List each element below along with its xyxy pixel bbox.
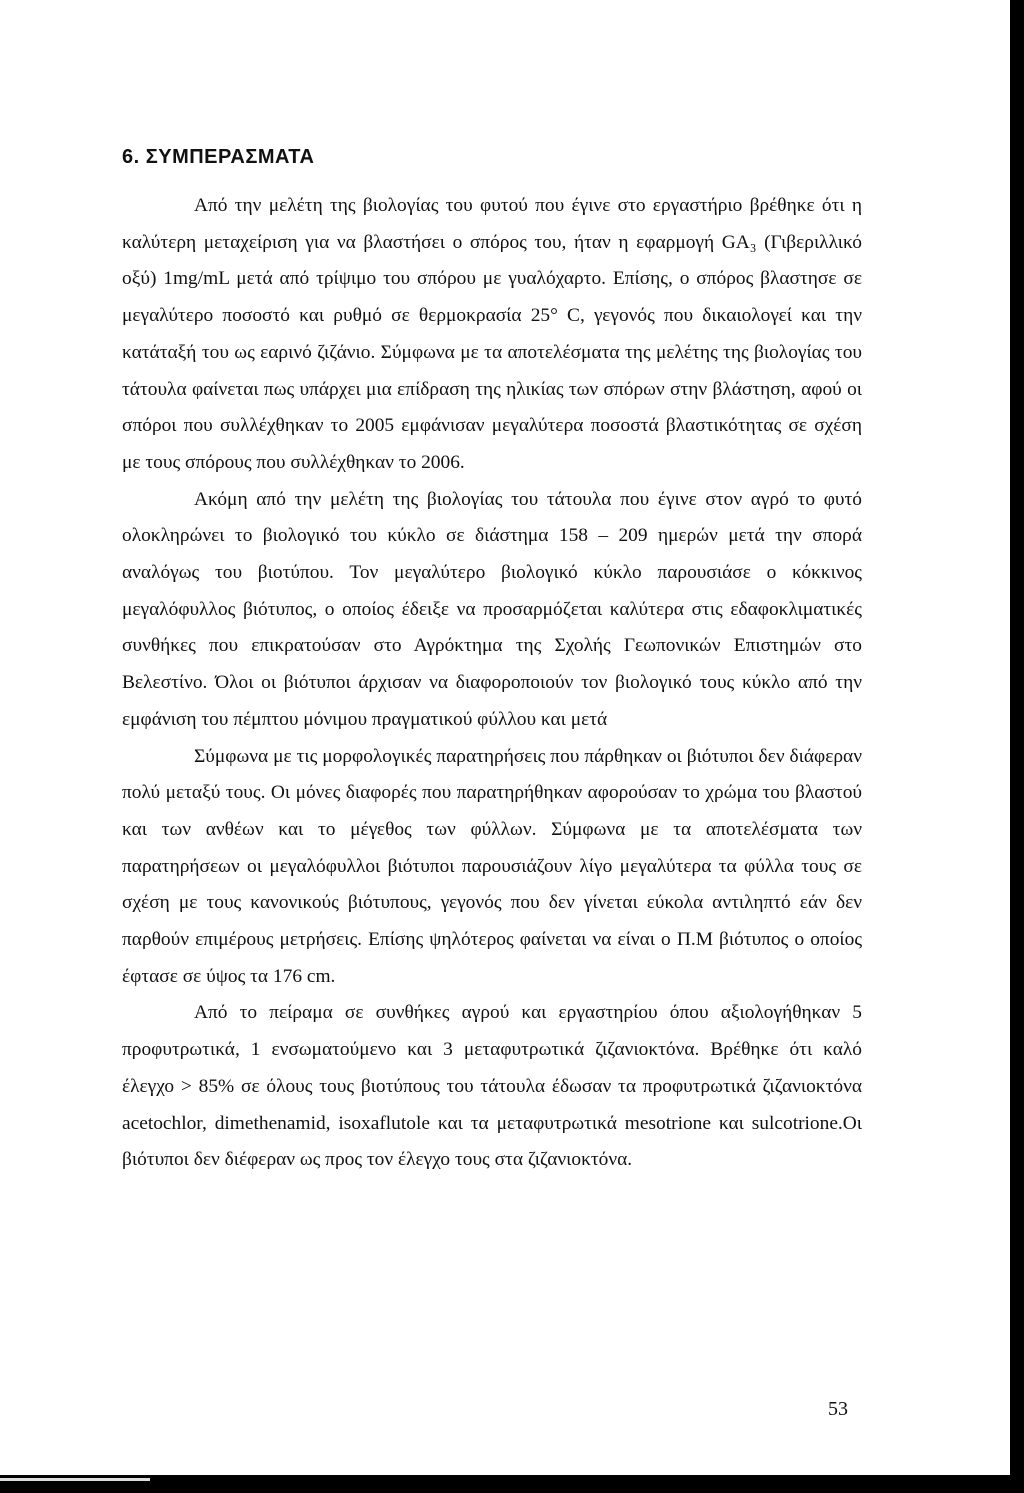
page-number: 53 xyxy=(828,1398,848,1420)
paragraph: Σύμφωνα με τις μορφολογικές παρατηρήσεις που πάρθηκαν οι βιότυποι δεν διάφεραν πολύ μεταξύ τους. Οι μόνες διαφορές που παρατηρήθηκαν αφορούσαν το χρώμα του βλαστού και των ανθέων και το μέγεθος των φύλλων. Σύμφωνα με τα αποτελέσματα των παρατηρήσεων οι μεγαλόφυλλοι βιότυποι παρουσιάζουν λίγο μεγαλύτερα τα φύλλα τους σε σχέση με τους κανονικούς βιότυπους, γεγονός που δεν γίνεται εύκολα αντιληπτό εάν δεν παρθούν επιμέρους μετρήσεις. Επίσης ψηλότερος φαίνεται να είναι ο Π.Μ βιότυπος ο οποίος έφτασε σε ύψος τα 176 cm. xyxy=(122,745,862,987)
paragraph: Ακόμη από την μελέτη της βιολογίας του τάτουλα που έγινε στον αγρό το φυτό ολοκληρώνει το βιολογικό του κύκλο σε διάστημα 158 – 209 ημερών μετά την σπορά αναλόγως του βιοτύπου. Τον μεγαλύτερο βιολογικό κύκλο παρουσιάσε ο κόκκινος μεγαλόφυλλος βιότυπος, ο οποίος έδειξε να προσαρμόζεται καλύτερα στις εδαφοκλιματικές συνθήκες που επικρατούσαν στο Αγρόκτημα της Σχολής Γεωπονικών Επιστημών στο Βελεστίνο. Όλοι οι βιότυποι άρχισαν να διαφοροποιούν τον βιολογικό τους κύκλο από την εμφάνιση του πέμπτου μόνιμου πραγματικού φύλλου και μετά xyxy=(122,488,862,730)
paragraph: Από το πείραμα σε συνθήκες αγρού και εργαστηρίου όπου αξιολογήθηκαν 5 προφυτρωτικά, 1 ενσωματούμενο και 3 μεταφυτρωτικά ζιζανιοκτόνα. Βρέθηκε ότι καλό έλεγχο > 85% σε όλους τους βιοτύπους του τάτουλα έδωσαν τα προφυτρωτικά ζιζανιοκτόνα acetochlor, dimethenamid, isoxaflutole και τα μεταφυτρωτικά mesotrione και sulcotrione.Οι βιότυποι δεν διέφεραν ως προς τον έλεγχο τους στα ζιζανιοκτόνα. xyxy=(122,1002,862,1171)
paragraph: Από την μελέτη της βιολογίας του φυτού που έγινε στο εργαστήριο βρέθηκε ότι η καλύτερη μεταχείριση για να βλαστήσει ο σπόρος του, ήταν η εφαρμογή GA₃ (Γιβεριλλικό οξύ) 1mg/mL μετά από τρίψιμο του σπόρου με γυαλόχαρτο. Επίσης, ο σπόρος βλαστησε σε μεγαλύτερο ποσοστό και ρυθμό σε θερμοκρασία 25° C, γεγονός που δικαιολογεί και την κατάταξή του ως εαρινό ζιζάνιο. Σύμφωνα με τα αποτελέσματα της μελέτης της βιολογίας του τάτουλα φαίνεται πως υπάρχει μια επίδραση της ηλικίας των σπόρων στην βλάστηση, αφού οι σπόροι που συλλέχθηκαν το 2005 εμφάνισαν μεγαλύτερα ποσοστά βλαστικότητας σε σχέση με τους σπόρους που συλλέχθηκαν το 2006. xyxy=(122,195,862,473)
scan-edge-artifact xyxy=(0,1478,150,1481)
body-text xyxy=(122,188,862,1179)
section-heading: 6. ΣΥΜΠΕΡΑΣΜΑΤΑ xyxy=(122,146,315,168)
